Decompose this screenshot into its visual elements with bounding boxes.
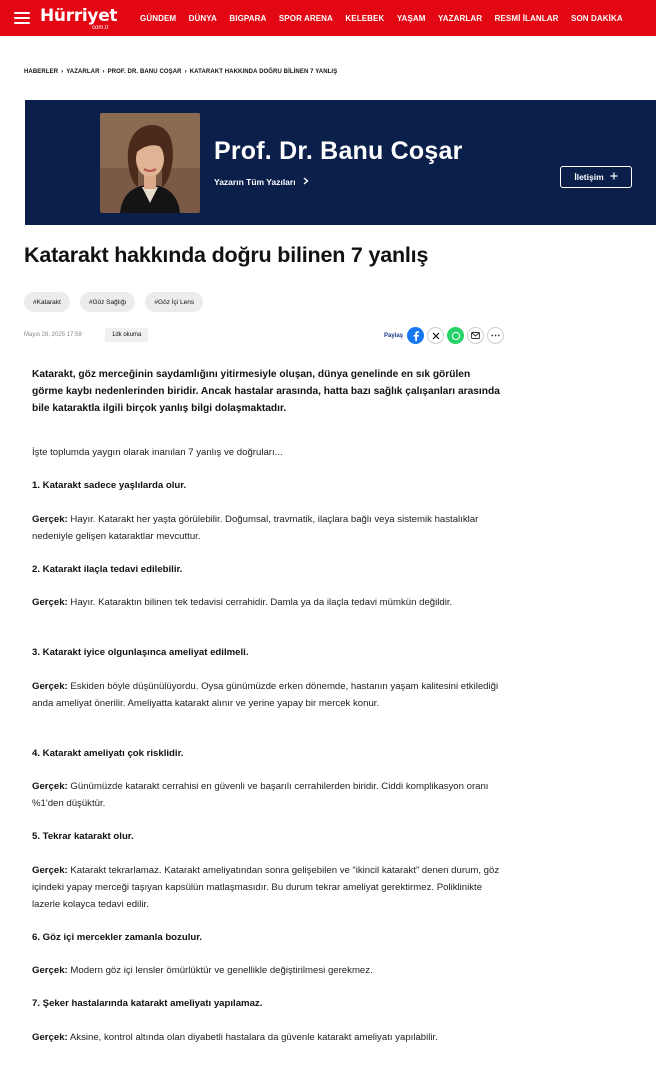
fact-label: Gerçek: [32,681,68,692]
logo-text: Hürriyet [40,6,118,26]
menu-icon[interactable] [14,12,30,24]
breadcrumb [24,69,337,75]
fact-text: Katarakt tekrarlamaz. Katarakt ameliyatından sonra gelişebilen ve “ikincil katarakt” denen durum, göz içindeki yapay merceği taşıyan kapsülün matlaşmasıdır. Bu durum tekrar ameliyat gerektirmez. Poliklinikte lazerle kolayca tedavi edilir. [32,865,500,910]
top-navigation-bar [0,0,656,36]
fact-label: Gerçek: [32,514,68,525]
author-banner [25,100,656,225]
tag-katarakt[interactable]: #Katarakt [24,292,70,312]
item-heading: 1. Katarakt sadece yaşlılarda olur. [32,480,187,491]
article-intro: İşte toplumda yaygın olarak inanılan 7 yanlış ve doğruları... [32,447,283,458]
nav-item-yasam[interactable]: YAŞAM [396,13,426,23]
nav-item-yazarlar[interactable]: YAZARLAR [438,13,483,23]
fact-label: Gerçek: [32,781,68,792]
item-fact [32,778,502,812]
tag-goz-sagligi[interactable]: #Göz Sağlığı [80,292,136,312]
tag-list [24,292,203,312]
contact-label: İletişim [574,172,604,182]
fact-text: Günümüzde katarakt cerrahisi en güvenli ve başarılı cerrahilerden biridir. Ciddi komplikasyon oranı %1'den düşüktür. [32,781,489,809]
article-title: Katarakt hakkında doğru bilinen 7 yanlış [24,243,429,267]
item-heading: 3. Katarakt iyice olgunlaşınca ameliyat edilmeli. [32,647,249,658]
more-options-icon[interactable] [487,327,504,344]
item-heading: 5. Tekrar katarakt olur. [32,831,134,842]
contact-button[interactable] [560,166,632,188]
article-lead: Katarakt, göz merceğinin saydamlığını yitirmesiyle oluşan, dünya genelinde en sık görülen görme kaybı nedenlerinden biridir. Ancak hastalar arasında, hatta bazı sağlık çalışanları arasında bile kataraktla ilgili birçok yanlış bilgi dolaşmaktadır. [32,369,500,414]
all-posts-link[interactable] [214,177,309,187]
breadcrumb-separator-icon: › [102,69,105,75]
item-heading: 2. Katarakt ilaçla tedavi edilebilir. [32,564,183,575]
fact-text: Modern göz içi lensler ömürlüktür ve genellikle değiştirilmesi gerekmez. [70,965,373,976]
facebook-icon[interactable] [407,327,424,344]
nav-item-resmi-ilanlar[interactable]: RESMİ İLANLAR [494,13,559,23]
breadcrumb-separator-icon: › [61,69,64,75]
fact-text: Hayır. Kataraktın bilinen tek tedavisi cerrahidir. Damla ya da ilaçla tedavi mümkün değildir. [70,597,453,608]
fact-text: Eskiden böyle düşünülüyordu. Oysa günümüzde erken dönemde, hastanın yaşam kalitesini etkilediği anda ameliyat önerilir. Ameliyatta katarakt alınır ve yerine yapay bir mercek konur. [32,681,499,709]
x-twitter-icon[interactable] [427,327,444,344]
site-logo[interactable] [40,5,118,31]
nav-item-kelebek[interactable]: KELEBEK [345,13,385,23]
fact-label: Gerçek: [32,865,68,876]
read-time-badge: 1dk okuma [105,328,148,342]
all-posts-label: Yazarın Tüm Yazıları [214,177,296,187]
breadcrumb-item-yazarlar[interactable]: YAZARLAR [66,69,100,75]
chevron-right-icon [303,177,309,187]
email-icon[interactable] [467,327,484,344]
item-fact [32,1029,502,1046]
fact-text: Aksine, kontrol altında olan diyabetli hastalara da güvenle katarakt ameliyatı yapılabilir. [69,1032,438,1043]
breadcrumb-item-author[interactable]: PROF. DR. BANU COŞAR [107,69,182,75]
author-photo[interactable] [100,113,200,213]
breadcrumb-item-current: KATARAKT HAKKINDA DOĞRU BİLİNEN 7 YANLIŞ [189,69,338,75]
author-name[interactable]: Prof. Dr. Banu Coşar [214,137,463,165]
nav-item-bigpara[interactable]: BIGPARA [229,13,267,23]
item-heading: 6. Göz içi mercekler zamanla bozulur. [32,932,203,943]
plus-icon [610,172,618,182]
publish-date: Mayıs 28, 2025 17:59 [24,332,82,338]
tag-goz-ici-lens[interactable]: #Göz İçi Lens [145,292,203,312]
item-fact [32,594,502,611]
share-label: Paylaş [384,332,404,339]
fact-text: Hayır. Katarakt her yaşta görülebilir. Doğumsal, travmatik, ilaçlara bağlı veya sistemik hastalıklar nedeniyle gelişen kataraktlar mevcuttur. [32,514,479,542]
item-fact [32,511,502,545]
item-fact [32,678,502,712]
item-heading: 7. Şeker hastalarında katarakt ameliyatı yapılamaz. [32,998,263,1009]
nav-item-spor-arena[interactable]: SPOR ARENA [278,13,333,23]
item-heading: 4. Katarakt ameliyatı çok risklidir. [32,748,184,759]
item-fact [32,962,502,979]
breadcrumb-item-haberler[interactable]: HABERLER [24,69,59,75]
whatsapp-icon[interactable] [447,327,464,344]
breadcrumb-separator-icon: › [184,69,187,75]
fact-label: Gerçek: [32,597,68,608]
nav-item-gundem[interactable]: GÜNDEM [140,13,177,23]
nav-item-son-dakika[interactable]: SON DAKİKA [571,13,623,23]
nav-item-dunya[interactable]: DÜNYA [188,13,217,23]
item-fact [32,862,502,913]
share-bar [384,327,504,344]
logo-subtext: com.tr [92,25,109,31]
fact-label: Gerçek: [32,965,68,976]
fact-label: Gerçek: [32,1032,68,1043]
main-nav [140,14,635,23]
